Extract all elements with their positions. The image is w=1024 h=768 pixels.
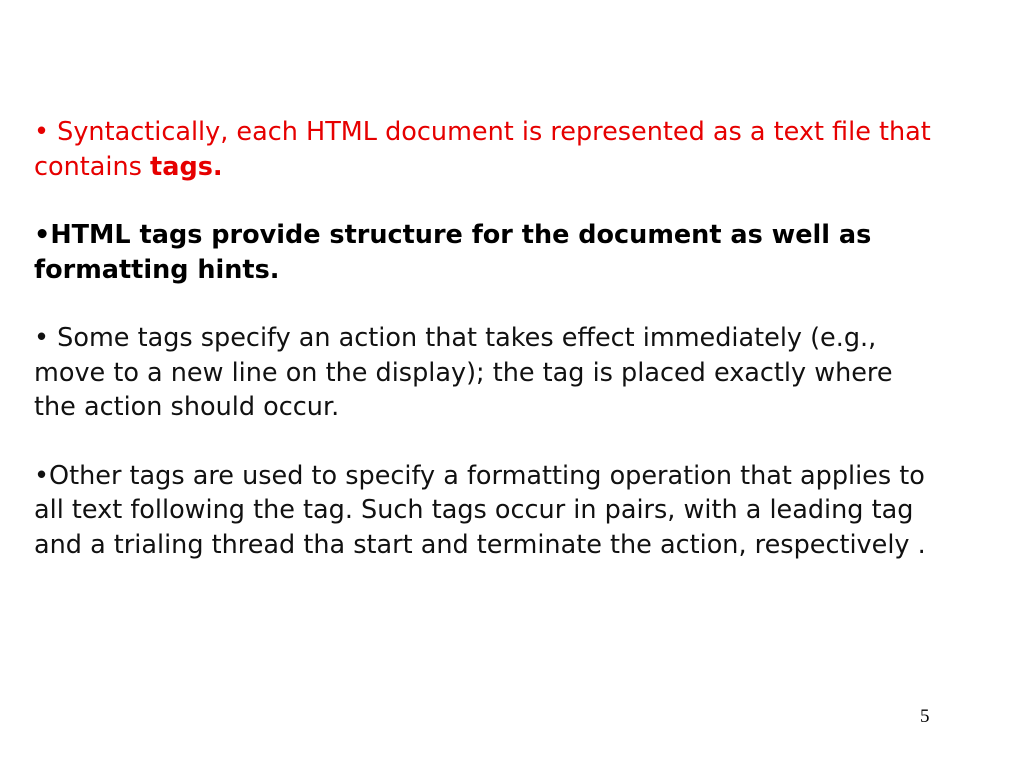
bullet-4: • [34, 460, 50, 491]
page-number: 5 [920, 706, 930, 727]
bullet-paragraph-2 [34, 218, 934, 287]
paragraph-1-text: Syntactically, each HTML document is represented as a text file that contains [34, 117, 931, 182]
bullet-paragraph-3 [34, 321, 934, 425]
paragraph-4-text: Other tags are used to specify a formatting operation that applies to all text following the tag. Such tags occur in pairs, with a leading tag and a trialing thread tha start and terminate the action, respectively . [34, 460, 926, 560]
paragraph-3-text: Some tags specify an action that takes effect immediately (e.g., move to a new line on the display); the tag is placed exactly where the action should occur. [34, 323, 893, 422]
paragraph-1-bold-text: tags. [150, 151, 223, 182]
bullet-3: • [34, 323, 50, 353]
bullet-2: • [34, 220, 51, 250]
slide-body [34, 115, 934, 596]
paragraph-2-text: HTML tags provide structure for the document as well as formatting hints. [34, 220, 872, 285]
bullet-paragraph-4 [34, 459, 934, 563]
bullet-paragraph-1 [34, 115, 934, 184]
bullet-1: • [34, 117, 50, 147]
